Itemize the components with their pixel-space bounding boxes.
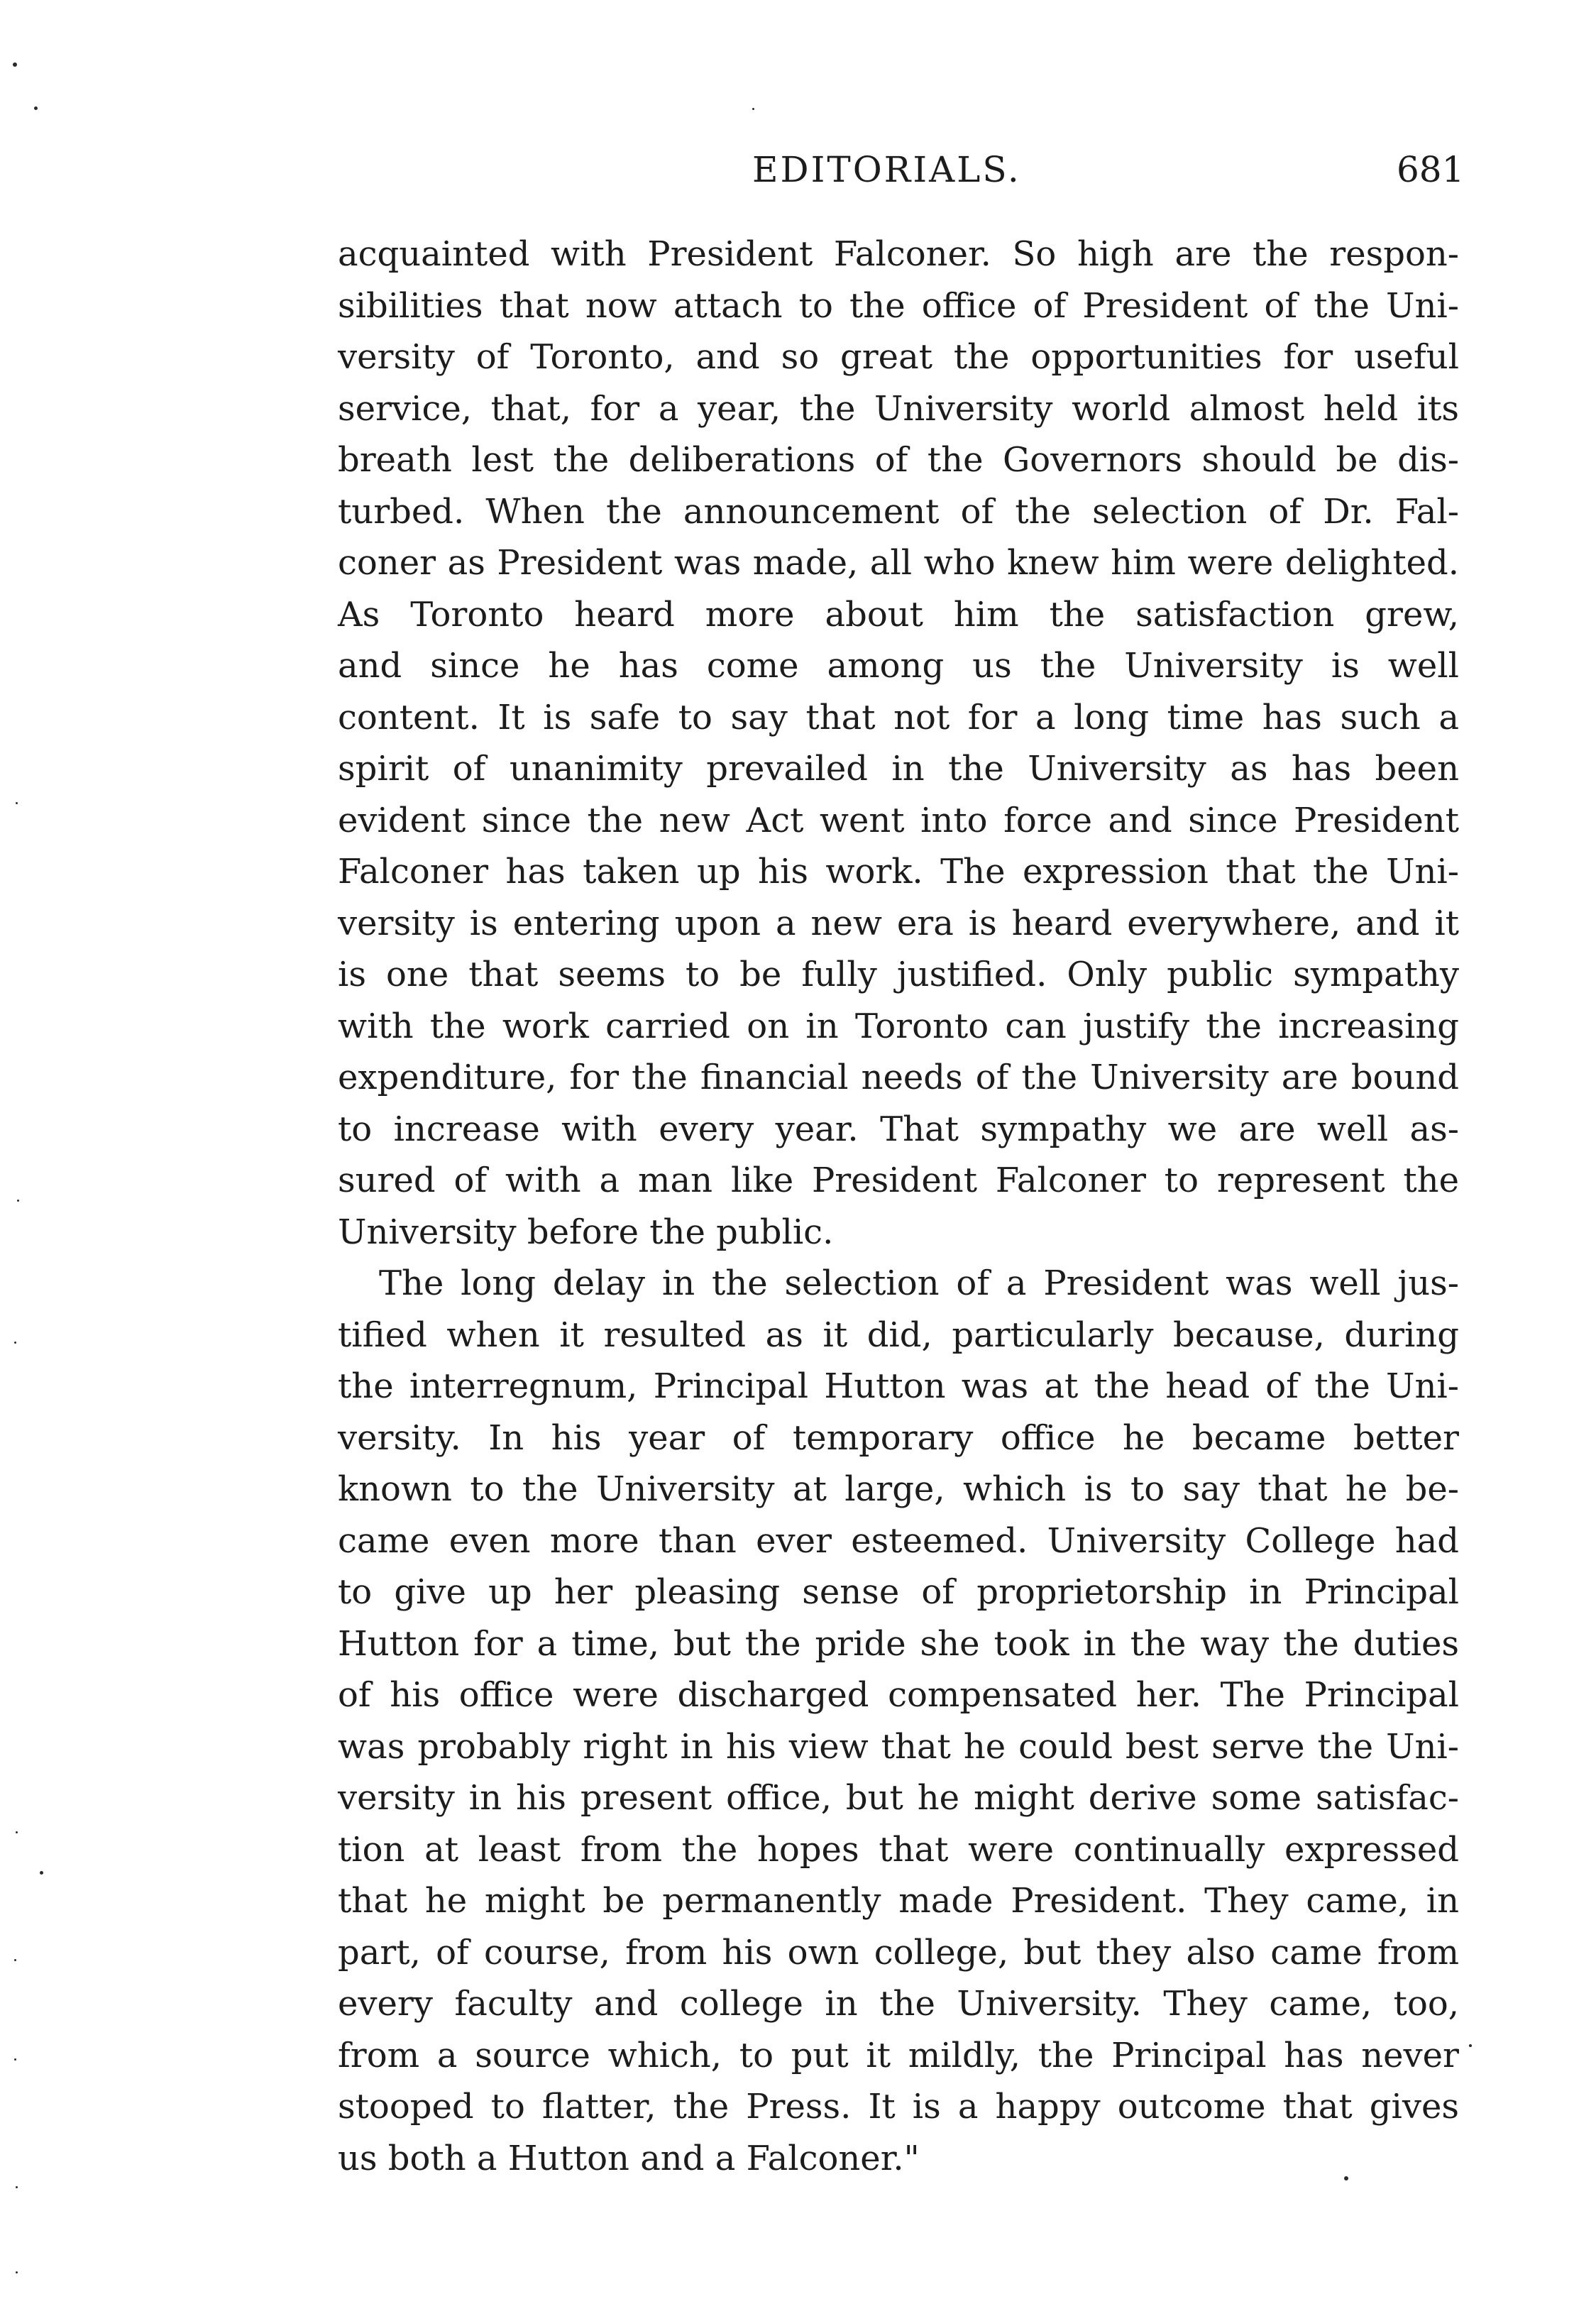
scan-speck (16, 2186, 18, 2188)
text-line: sibilities that now attach to the office of President of the Uni- (338, 285, 1459, 326)
text-line: is one that seems to be fully justified. Only public sympathy (338, 955, 1459, 994)
text-line: turbed. When the announcement of the selection of Dr. Fal- (338, 491, 1459, 532)
text-line: came even more than ever esteemed. University College had (338, 1520, 1459, 1561)
text-line: content. It is safe to say that not for a long time has such a (338, 697, 1459, 737)
scan-speck (17, 1200, 19, 1202)
scan-speck (16, 802, 18, 804)
scan-speck (752, 108, 754, 110)
text-line: the interregnum, Principal Hutton was at the head of the Uni- (338, 1366, 1459, 1406)
text-line: versity of Toronto, and so great the opportunities for useful (338, 337, 1459, 377)
text-line: service, that, for a year, the University world almost held its (338, 388, 1459, 429)
text-line: to give up her pleasing sense of proprietorship in Principal (338, 1572, 1459, 1612)
text-line: University before the public. (338, 1212, 834, 1252)
scan-speck (34, 106, 38, 110)
text-line: known to the University at large, which is to say that he be- (338, 1469, 1459, 1509)
text-line: versity. In his year of temporary office he became better (338, 1417, 1459, 1458)
scan-speck (1344, 2176, 1348, 2180)
text-line: expenditure, for the financial needs of the University are bound (338, 1058, 1459, 1097)
text-line: acquainted with President Falconer. So high are the respon- (338, 234, 1459, 274)
scan-speck (14, 1342, 16, 1344)
text-line: part, of course, from his own college, but they also came from (338, 1932, 1459, 1973)
paragraph-2 (338, 1258, 1459, 2184)
body-text (338, 229, 1459, 2184)
text-line: and since he has come among us the University is well (338, 646, 1459, 686)
text-line: tion at least from the hopes that were continually expressed (338, 1829, 1459, 1870)
text-line: The long delay in the selection of a President was well jus- (379, 1263, 1459, 1303)
text-line: sured of with a man like President Falconer to represent the (338, 1161, 1459, 1200)
scan-speck (16, 2271, 18, 2273)
scan-speck (13, 62, 17, 67)
text-line: evident since the new Act went into force and since President (338, 800, 1459, 840)
text-line: with the work carried on in Toronto can justify the increasing (338, 1006, 1459, 1046)
text-line: tified when it resulted as it did, particularly because, during (338, 1315, 1459, 1355)
text-line: us both a Hutton and a Falconer." (338, 2138, 920, 2178)
text-line: versity is entering upon a new era is heard everywhere, and it (338, 903, 1459, 943)
scan-speck (14, 2058, 16, 2061)
text-line: of his office were discharged compensated her. The Principal (338, 1675, 1459, 1715)
text-line: spirit of unanimity prevailed in the University as has been (338, 749, 1459, 789)
text-line: to increase with every year. That sympathy we are well as- (338, 1109, 1459, 1149)
text-line: that he might be permanently made President. They came, in (338, 1881, 1459, 1921)
paragraph-1 (338, 229, 1459, 1258)
text-line: every faculty and college in the University. They came, too, (338, 1984, 1459, 2024)
scan-speck (1469, 2044, 1472, 2047)
text-line: from a source which, to put it mildly, the Principal has never (338, 2035, 1459, 2075)
text-line: Hutton for a time, but the pride she took in the way the duties (338, 1623, 1459, 1664)
scan-speck (40, 1871, 43, 1875)
scan-speck (14, 1959, 16, 1961)
text-line: was probably right in his view that he could best serve the Uni- (338, 1726, 1459, 1767)
text-line: stooped to flatter, the Press. It is a happy outcome that gives (338, 2087, 1459, 2127)
running-title: EDITORIALS. (752, 149, 1021, 190)
text-line: Falconer has taken up his work. The expression that the Uni- (338, 852, 1459, 892)
page-number: 681 (1397, 149, 1465, 190)
scan-speck (16, 1831, 18, 1833)
text-line: breath lest the deliberations of the Governors should be dis- (338, 440, 1459, 480)
text-line: coner as President was made, all who knew him were delighted. (338, 543, 1459, 583)
text-line: versity in his present office, but he might derive some satisfac- (338, 1778, 1459, 1818)
text-line: As Toronto heard more about him the satisfaction grew, (338, 594, 1459, 635)
